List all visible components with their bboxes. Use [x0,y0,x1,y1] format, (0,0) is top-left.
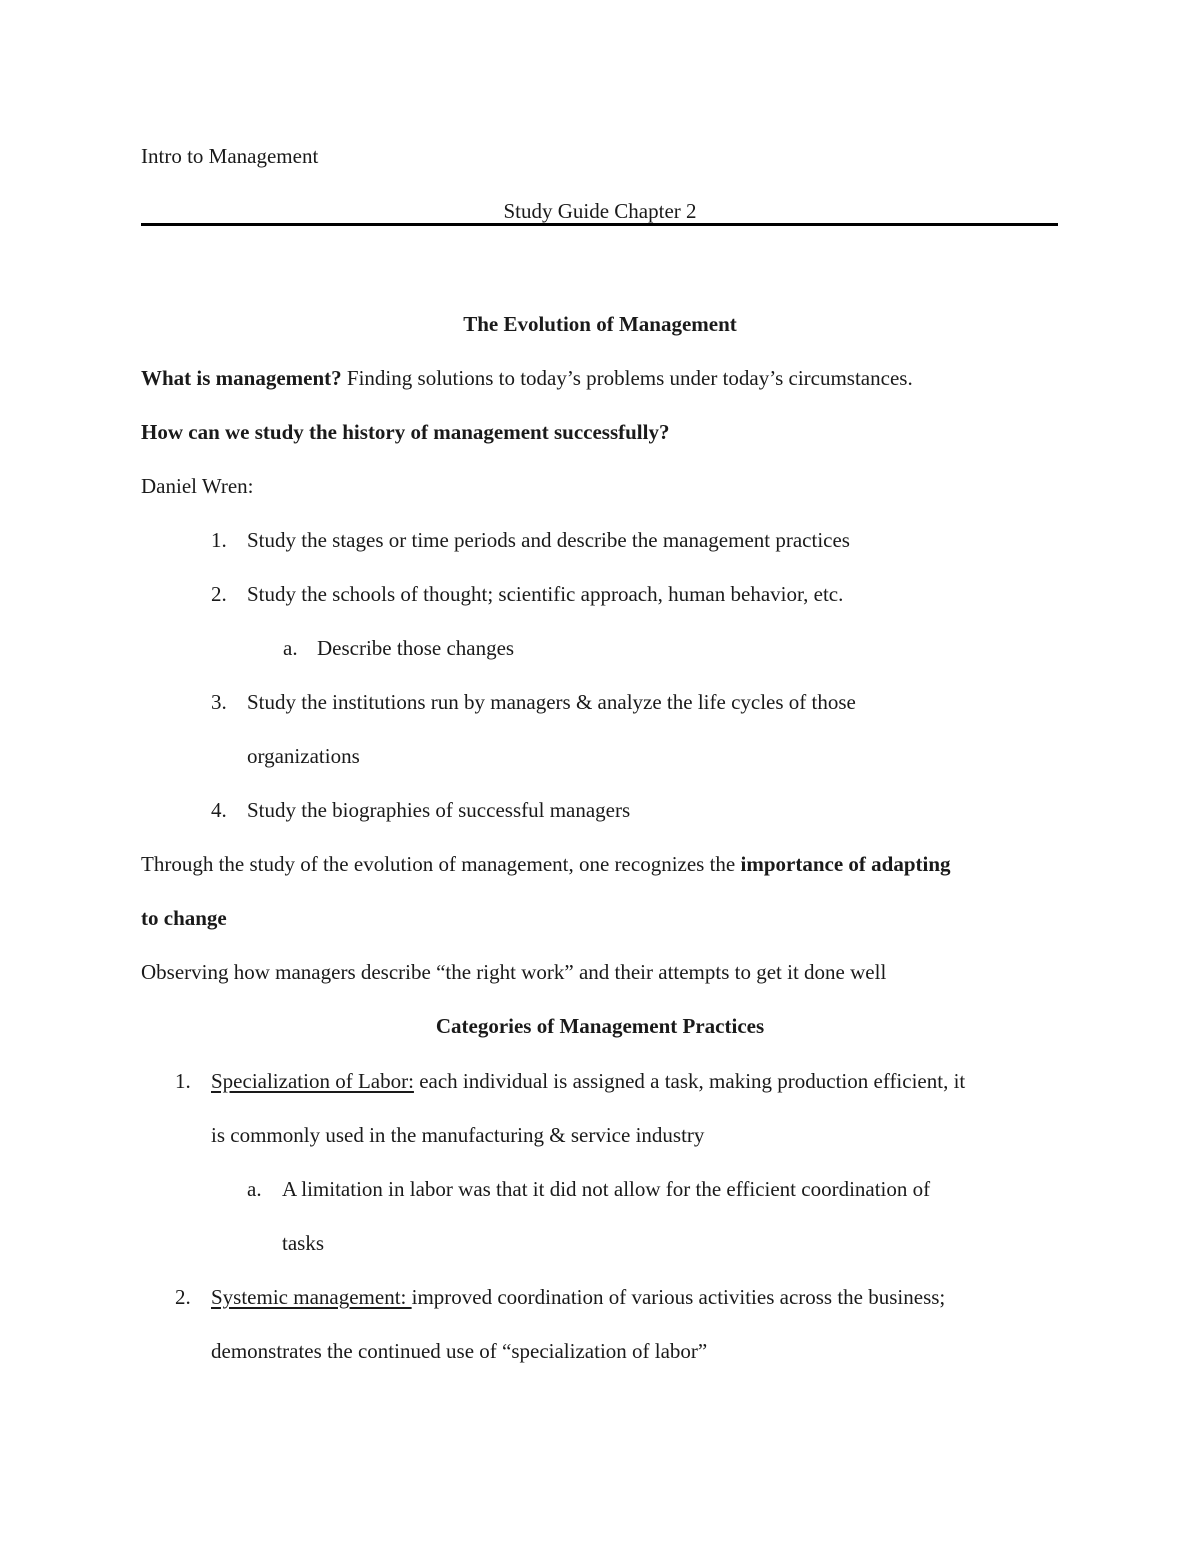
list-number: 1. [211,528,227,552]
through-bold: importance of adapting [740,852,951,876]
list-number: 2. [211,582,227,606]
what-is-text: Finding solutions to today’s problems under today’s circumstances. [341,366,913,390]
course-title: Intro to Management [141,144,319,168]
list-item: Study the schools of thought; scientific approach, human behavior, etc. [247,582,844,606]
how-question: How can we study the history of management successfully? [141,420,670,444]
section-title: Categories of Management Practices [435,1014,765,1038]
list-number: 1. [175,1069,191,1093]
list-item-continuation: organizations [247,744,360,768]
what-is-management [141,365,913,391]
list-item-continuation: is commonly used in the manufacturing & service industry [211,1123,705,1147]
list-number: 4. [211,798,227,822]
list-letter: a. [247,1177,262,1201]
through-text: Through the study of the evolution of management, one recognizes the [141,852,741,876]
list-item: Study the institutions run by managers & analyze the life cycles of those [247,690,856,714]
list-number: 2. [175,1285,191,1309]
list-item [211,1284,945,1310]
document-subtitle: Study Guide Chapter 2 [503,199,697,223]
category-text: each individual is assigned a task, making production efficient, it [413,1069,966,1093]
observing-paragraph: Observing how managers describe “the right work” and their attempts to get it done well [141,960,887,984]
through-paragraph [141,851,951,877]
list-item-continuation: demonstrates the continued use of “specialization of labor” [211,1339,708,1363]
through-bold-continuation: to change [141,906,227,930]
category-text: improved coordination of various activities across the business; [411,1285,946,1309]
page-title: The Evolution of Management [463,312,737,336]
list-subitem-continuation: tasks [282,1231,324,1255]
list-subitem: A limitation in labor was that it did not allow for the efficient coordination of [282,1177,931,1201]
list-item [211,1068,965,1094]
list-number: 3. [211,690,227,714]
list-subitem: Describe those changes [317,636,515,660]
category-term: Systemic management: [211,1285,412,1309]
list-item: Study the stages or time periods and describe the management practices [247,528,850,552]
list-item: Study the biographies of successful managers [247,798,631,822]
header-rule [141,223,1058,226]
what-is-label: What is management? [141,366,342,390]
category-term: Specialization of Labor: [211,1069,414,1093]
wren-label: Daniel Wren: [141,474,254,498]
list-letter: a. [283,636,298,660]
